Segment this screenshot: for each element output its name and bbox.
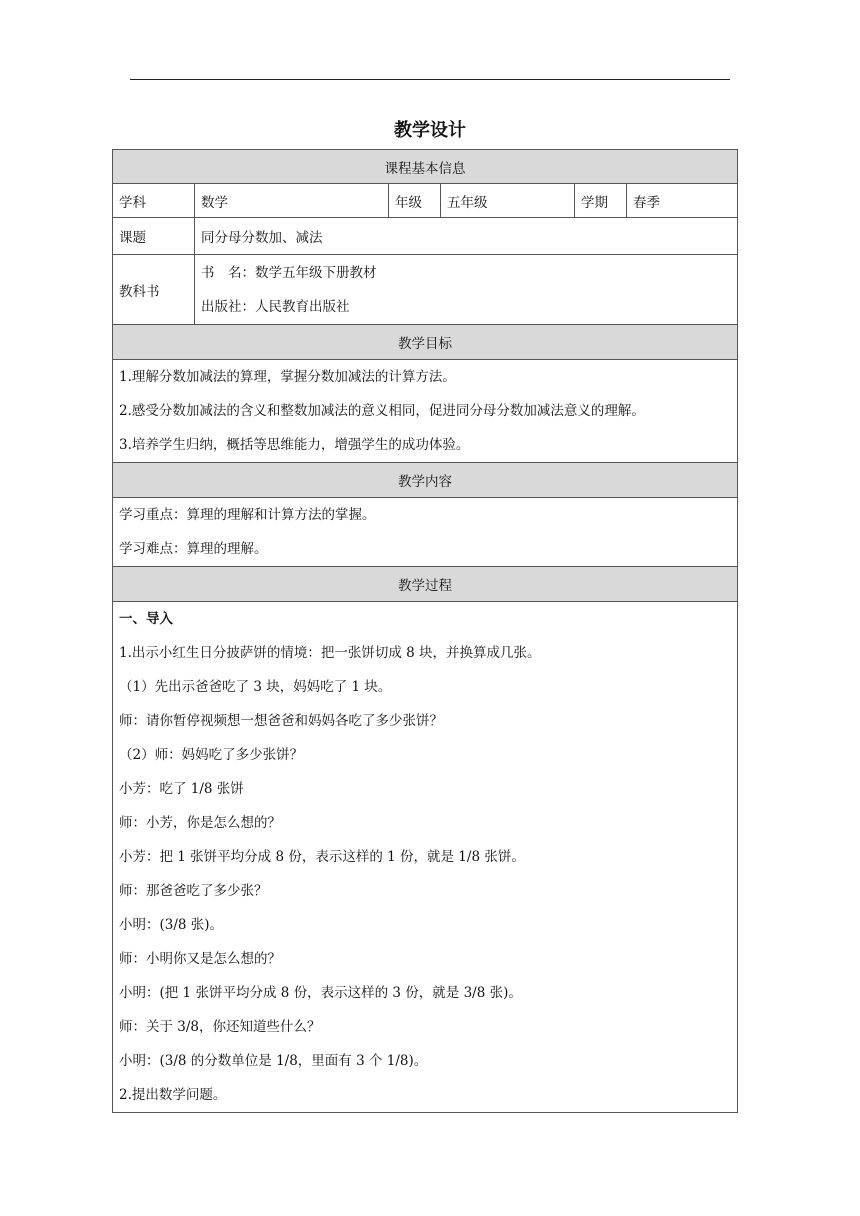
textbook-label: 教科书 (113, 255, 195, 325)
objectives-body (113, 360, 738, 463)
term-label: 学期 (575, 184, 627, 218)
textbook-info (195, 255, 738, 325)
process-body (113, 602, 738, 1113)
objective-item: 1.理解分数加减法的算理，掌握分数加减法的计算方法。 (119, 369, 456, 385)
content-key-point: 学习重点：算理的理解和计算方法的掌握。 (119, 507, 376, 523)
process-line: 小芳：把 1 张饼平均分成 8 份，表示这样的 1 份，就是 1/8 张饼。 (119, 849, 525, 865)
basic-info-header: 课程基本信息 (113, 150, 738, 184)
page-title: 教学设计 (394, 120, 466, 141)
grade-value: 五年级 (441, 184, 575, 218)
process-line: 师：小芳，你是怎么想的？ (119, 815, 281, 831)
process-header: 教学过程 (113, 567, 738, 602)
textbook-publisher: 出版社：人民教育出版社 (201, 299, 350, 315)
process-line: 2.提出数学问题。 (119, 1087, 227, 1103)
content-body (113, 498, 738, 567)
objective-item: 2.感受分数加减法的含义和整数加减法的意义相同，促进同分母分数加减法意义的理解。 (119, 403, 645, 419)
process-stage-title: 一、导入 (119, 611, 173, 627)
subject-label: 学科 (113, 184, 195, 218)
process-line: （1）先出示爸爸吃了 3 块，妈妈吃了 1 块。 (119, 679, 392, 695)
objective-item: 3.培养学生归纳，概括等思维能力，增强学生的成功体验。 (119, 437, 470, 453)
process-line: 小明：(3/8 的分数单位是 1/8，里面有 3 个 1/8)。 (119, 1053, 428, 1069)
term-value: 春季 (627, 184, 738, 218)
grade-label: 年级 (389, 184, 441, 218)
objectives-header: 教学目标 (113, 325, 738, 360)
process-line: 小芳：吃了 1/8 张饼 (119, 781, 244, 797)
process-line: 师：那爸爸吃了多少张？ (119, 883, 268, 899)
content-header: 教学内容 (113, 463, 738, 498)
process-line: 1.出示小红生日分披萨饼的情境：把一张饼切成 8 块，并换算成几张。 (119, 645, 541, 661)
process-line: 师：关于 3/8，你还知道些什么？ (119, 1019, 321, 1035)
textbook-name: 书 名：数学五年级下册教材 (201, 265, 377, 281)
header-rule (130, 79, 730, 80)
process-line: （2）师：妈妈吃了多少张饼？ (119, 747, 304, 763)
subject-value: 数学 (195, 184, 389, 218)
process-line: 师：小明你又是怎么想的？ (119, 951, 281, 967)
topic-value: 同分母分数加、减法 (195, 218, 738, 255)
content-difficulty: 学习难点：算理的理解。 (119, 541, 268, 557)
process-line: 小明：(3/8 张)。 (119, 917, 224, 933)
topic-label: 课题 (113, 218, 195, 255)
process-line: 师：请你暂停视频想一想爸爸和妈妈各吃了多少张饼？ (119, 713, 443, 729)
lesson-table (112, 149, 738, 1113)
process-line: 小明：(把 1 张饼平均分成 8 份，表示这样的 3 份，就是 3/8 张)。 (119, 985, 522, 1001)
